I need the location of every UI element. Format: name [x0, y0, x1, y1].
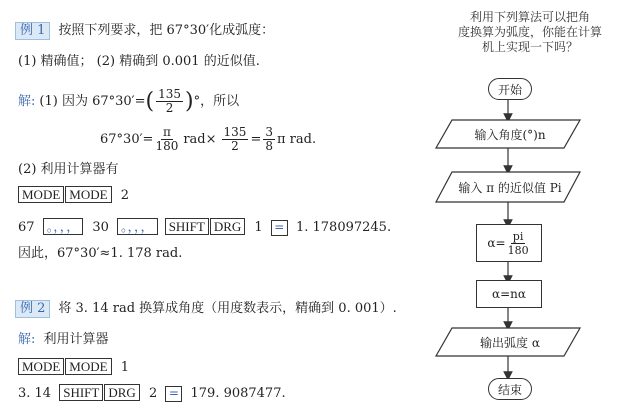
- example1-solution2-intro: (2) 利用计算器有: [18, 162, 119, 177]
- example2-header: [15, 300, 397, 318]
- solution-intro: 利用计算器: [43, 332, 109, 347]
- row2-result: 1. 178097245.: [295, 220, 392, 235]
- solution1-suffix: °，所以: [193, 93, 240, 109]
- example1-header: [15, 22, 274, 40]
- row2-result: 179. 9087477.: [190, 386, 286, 401]
- example1-problem: 按照下列要求，把 67°30′化成弧度：: [58, 23, 275, 38]
- calc-mid: rad×: [183, 131, 217, 147]
- flow-input-pi: 输入 π 的近似值 Pi: [458, 180, 562, 195]
- flow-end-terminal: 结束: [488, 378, 532, 400]
- example1-parts: (1) 精确值； (2) 精确到 0.001 的近似值.: [18, 54, 260, 69]
- row2-num: 2: [148, 386, 158, 401]
- mode-key: MODE: [18, 186, 64, 203]
- sidebar-question: [430, 10, 630, 55]
- example1-keys-row1: [18, 186, 129, 204]
- shift-key: SHIFT: [59, 384, 103, 401]
- solution-label: 解:: [18, 332, 36, 347]
- example2-keys-row1: [18, 358, 129, 376]
- fraction-pi-180: $\frac{\pi}{180}$: [155, 125, 179, 153]
- row2-start: 67: [18, 220, 35, 235]
- flow-start-terminal: 开始: [488, 78, 532, 100]
- dms-key: 。，，，: [43, 218, 84, 235]
- solution1-intro: (1) 因为 67°30′=: [39, 93, 146, 109]
- example1-conclusion: 因此，67°30′≈1. 178 rad.: [18, 246, 183, 261]
- mode-key: MODE: [65, 186, 111, 203]
- flow-output: 输出弧度 α: [480, 335, 540, 350]
- row2-mid: 30: [92, 220, 109, 235]
- fraction-3-8: $\frac{3}{8}$: [265, 125, 273, 153]
- example2-keys-row2: [18, 384, 286, 402]
- question-line: 利用下列算法可以把角: [469, 10, 590, 24]
- row2-num: 1: [254, 220, 263, 235]
- example1-keys-row2: [18, 218, 391, 236]
- equals-key: =: [271, 220, 288, 236]
- keys-row1-tail: 2: [120, 188, 129, 203]
- example2-tag: 例 2: [15, 300, 50, 318]
- fraction-135-2b: $\frac{135}{2}$: [223, 125, 247, 153]
- mode-key: MODE: [18, 358, 64, 375]
- calc-end: π rad.: [276, 131, 317, 147]
- question-line: 度换算为弧度，你能在计算: [457, 25, 602, 39]
- example2-problem: 将 3. 14 rad 换算成角度（用度数表示，精确到 0. 001）.: [58, 301, 397, 316]
- fraction-pi-180-flow: $\frac{pi}{180}$: [507, 229, 529, 257]
- drg-key: DRG: [210, 218, 245, 235]
- flow-input-angle: 输入角度(°)n: [474, 127, 546, 142]
- equals-key: =: [165, 386, 182, 402]
- flow-assign-box: [476, 224, 542, 262]
- paren-close: ): [185, 88, 194, 114]
- assign-lhs: α=: [487, 236, 506, 250]
- mode-key: MODE: [65, 358, 111, 375]
- row2-start: 3. 14: [18, 386, 52, 401]
- example2-solution-intro: [18, 332, 109, 348]
- dms-key: 。，，，: [117, 218, 158, 235]
- example1-tag: 例 1: [15, 22, 50, 40]
- keys-row1-tail: 1: [120, 360, 129, 375]
- solution-label: 解:: [18, 93, 36, 109]
- example1-calculation: [100, 126, 316, 153]
- calc-eq: =: [250, 131, 262, 147]
- drg-key: DRG: [104, 384, 139, 401]
- calc-lhs: 67°30′=: [100, 131, 154, 147]
- shift-key: SHIFT: [165, 218, 209, 235]
- paren-open: (: [145, 88, 155, 114]
- example1-solution1: [18, 88, 239, 115]
- flow-compute-box: α=nα: [476, 280, 542, 308]
- question-line: 机上实现一下吗？: [481, 40, 578, 54]
- fraction-135-2: $\frac{135}{2}$: [158, 87, 181, 115]
